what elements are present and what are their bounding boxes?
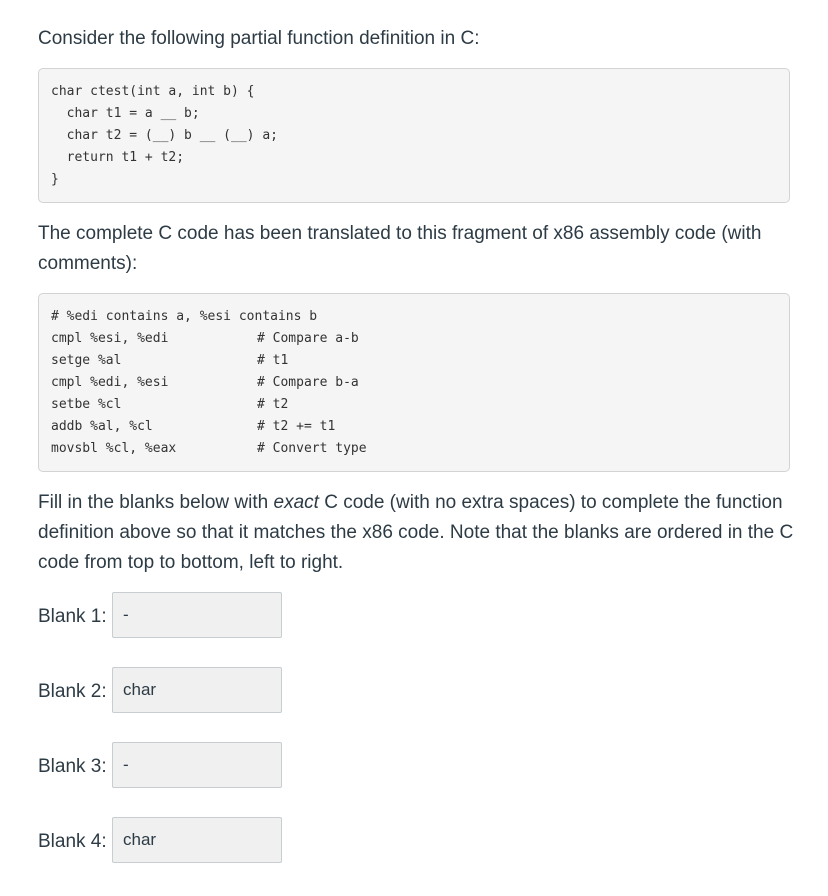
asm-header-comment: # %edi contains a, %esi contains b	[51, 309, 318, 324]
blank-1-input[interactable]: -	[112, 592, 282, 638]
asm-comment: # Compare a-b	[257, 331, 359, 346]
c-code-line: char ctest(int a, int b) {	[51, 84, 255, 99]
c-code-line: char t2 = (__) b __ (__) a;	[51, 128, 278, 143]
instructions-emphasis: exact	[273, 492, 319, 513]
instructions-text-part: Fill in the blanks below with	[38, 492, 274, 513]
blank-3-label: Blank 3:	[38, 756, 107, 777]
asm-comment: # t2	[257, 397, 289, 412]
asm-comment: # Convert type	[257, 441, 367, 456]
translation-text: The complete C code has been translated to this fragment of x86 assembly code (with comments):	[38, 223, 762, 274]
asm-comment: # t1	[257, 353, 289, 368]
blank-2-label: Blank 2:	[38, 681, 107, 702]
blank-4-label: Blank 4:	[38, 831, 107, 852]
asm-instruction: setbe %cl	[51, 397, 122, 412]
asm-code-block	[38, 293, 790, 472]
c-code-line: return t1 + t2;	[51, 150, 185, 165]
blank-1-label: Blank 1:	[38, 606, 107, 627]
c-code-block	[38, 68, 790, 203]
instructions-text-part: C code (with no extra spaces) to complete the function definition above so that it matches the x86 code. Note that the blanks are ordered in the C code from top to bottom, left to right.	[38, 492, 794, 573]
asm-comment: # Compare b-a	[257, 375, 359, 390]
instructions-text	[38, 488, 798, 578]
asm-instruction: movsbl %cl, %eax	[51, 441, 177, 456]
blank-2-input[interactable]: char	[112, 667, 282, 713]
asm-instruction: addb %al, %cl	[51, 419, 153, 434]
c-code-line: char t1 = a __ b;	[51, 106, 200, 121]
intro-text: Consider the following partial function definition in C:	[38, 28, 480, 49]
asm-instruction: setge %al	[51, 353, 122, 368]
asm-instruction: cmpl %edi, %esi	[51, 375, 169, 390]
c-code-line: }	[51, 172, 59, 187]
asm-comment: # t2 += t1	[257, 419, 336, 434]
asm-instruction: cmpl %esi, %edi	[51, 331, 169, 346]
blank-4-input[interactable]: char	[112, 817, 282, 863]
blank-3-input[interactable]: -	[112, 742, 282, 788]
